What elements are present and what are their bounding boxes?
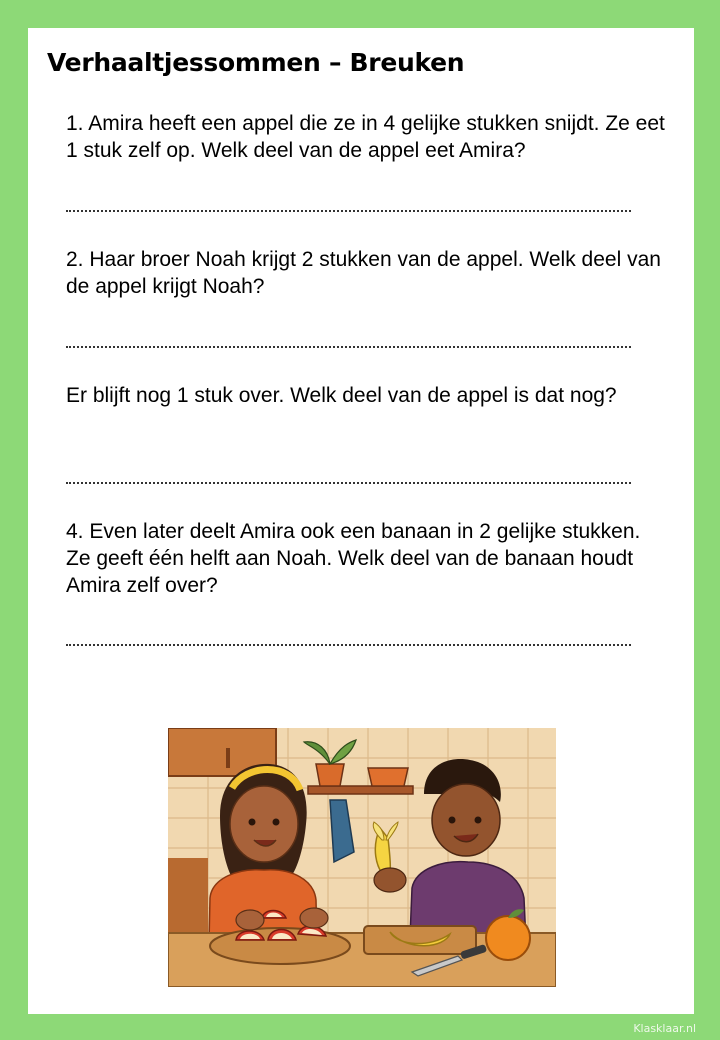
answer-line-4[interactable] (66, 636, 631, 646)
question-1: 1. Amira heeft een appel die ze in 4 gelijke stukken snijdt. Ze eet 1 stuk zelf op. Welk deel van de appel eet Amira? (66, 112, 665, 162)
worksheet (28, 28, 694, 1014)
kitchen-illustration (168, 728, 556, 987)
question-4: 4. Even later deelt Amira ook een banaan in 2 gelijke stukken. Ze geeft één helft aan Noah. Welk deel van de banaan houdt Amira zelf over? (66, 520, 641, 597)
page-title: Verhaaltjessommen – Breuken (47, 48, 465, 77)
question-3: Er blijft nog 1 stuk over. Welk deel van de appel is dat nog? (66, 384, 617, 407)
answer-line-2[interactable] (66, 338, 631, 348)
answer-line-1[interactable] (66, 202, 631, 212)
question-2: 2. Haar broer Noah krijgt 2 stukken van de appel. Welk deel van de appel krijgt Noah? (66, 248, 661, 298)
answer-line-3[interactable] (66, 474, 631, 484)
footer-credit: Klasklaar.nl (633, 1022, 696, 1035)
